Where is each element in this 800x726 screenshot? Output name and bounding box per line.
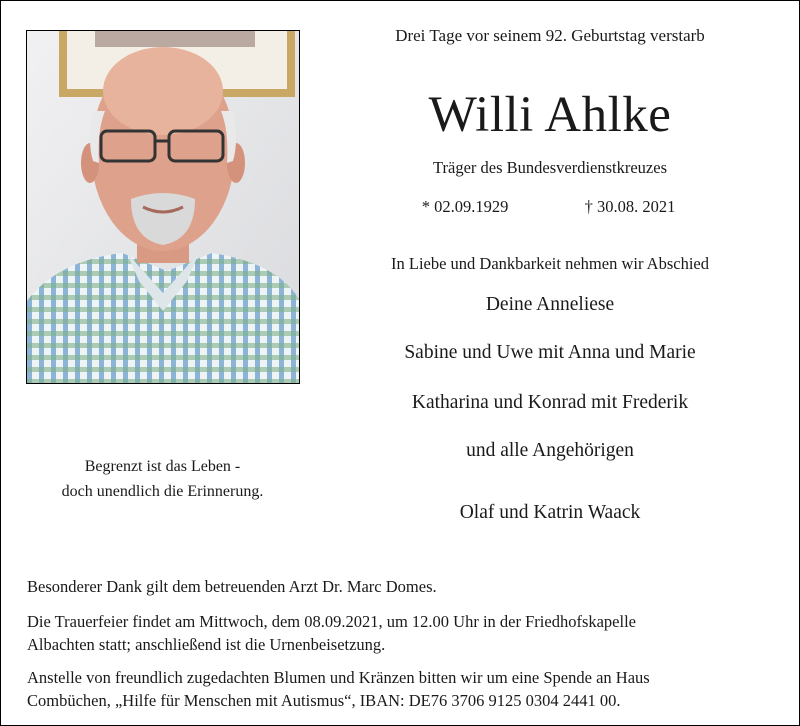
donation-line: Anstelle von freundlich zugedachten Blumen und Kränzen bitten wir um eine Spende an Haus	[27, 668, 650, 687]
deceased-name: Willi Ahlke	[428, 87, 672, 143]
death-date: † 30.08. 2021	[584, 197, 676, 216]
funeral-info	[27, 610, 777, 656]
thanks-text: Besonderer Dank gilt dem betreuenden Arzt Dr. Marc Domes.	[27, 577, 437, 596]
donation-line: Combüchen, „Hilfe für Menschen mit Autismus“, IBAN: DE76 3706 9125 0304 2441 00.	[27, 691, 621, 710]
mourner-line: Deine Anneliese	[485, 294, 615, 315]
honor-text: Träger des Bundesverdienstkreuzes	[433, 158, 667, 177]
mourner-line: Sabine und Uwe mit Anna und Marie	[404, 342, 696, 363]
farewell-text: In Liebe und Dankbarkeit nehmen wir Abschied	[391, 254, 709, 273]
funeral-line: Die Trauerfeier findet am Mittwoch, dem 08.09.2021, um 12.00 Uhr in der Friedhofskapelle	[27, 612, 637, 631]
funeral-line: Albachten statt; anschließend ist die Urnenbeisetzung.	[27, 635, 386, 654]
mourner-line: Katharina und Konrad mit Frederik	[411, 392, 689, 413]
intro-text: Drei Tage vor seinem 92. Geburtstag verstarb	[395, 26, 705, 45]
birth-date: * 02.09.1929	[421, 197, 509, 216]
memorial-quote	[20, 454, 305, 504]
additional-mourners: Olaf und Katrin Waack	[459, 502, 641, 523]
quote-line: Begrenzt ist das Leben -	[84, 458, 241, 475]
portrait-photo	[26, 30, 300, 384]
donation-info	[27, 666, 777, 712]
quote-line: doch unendlich die Erinnerung.	[61, 483, 264, 500]
mourner-line: und alle Angehörigen	[466, 440, 634, 461]
